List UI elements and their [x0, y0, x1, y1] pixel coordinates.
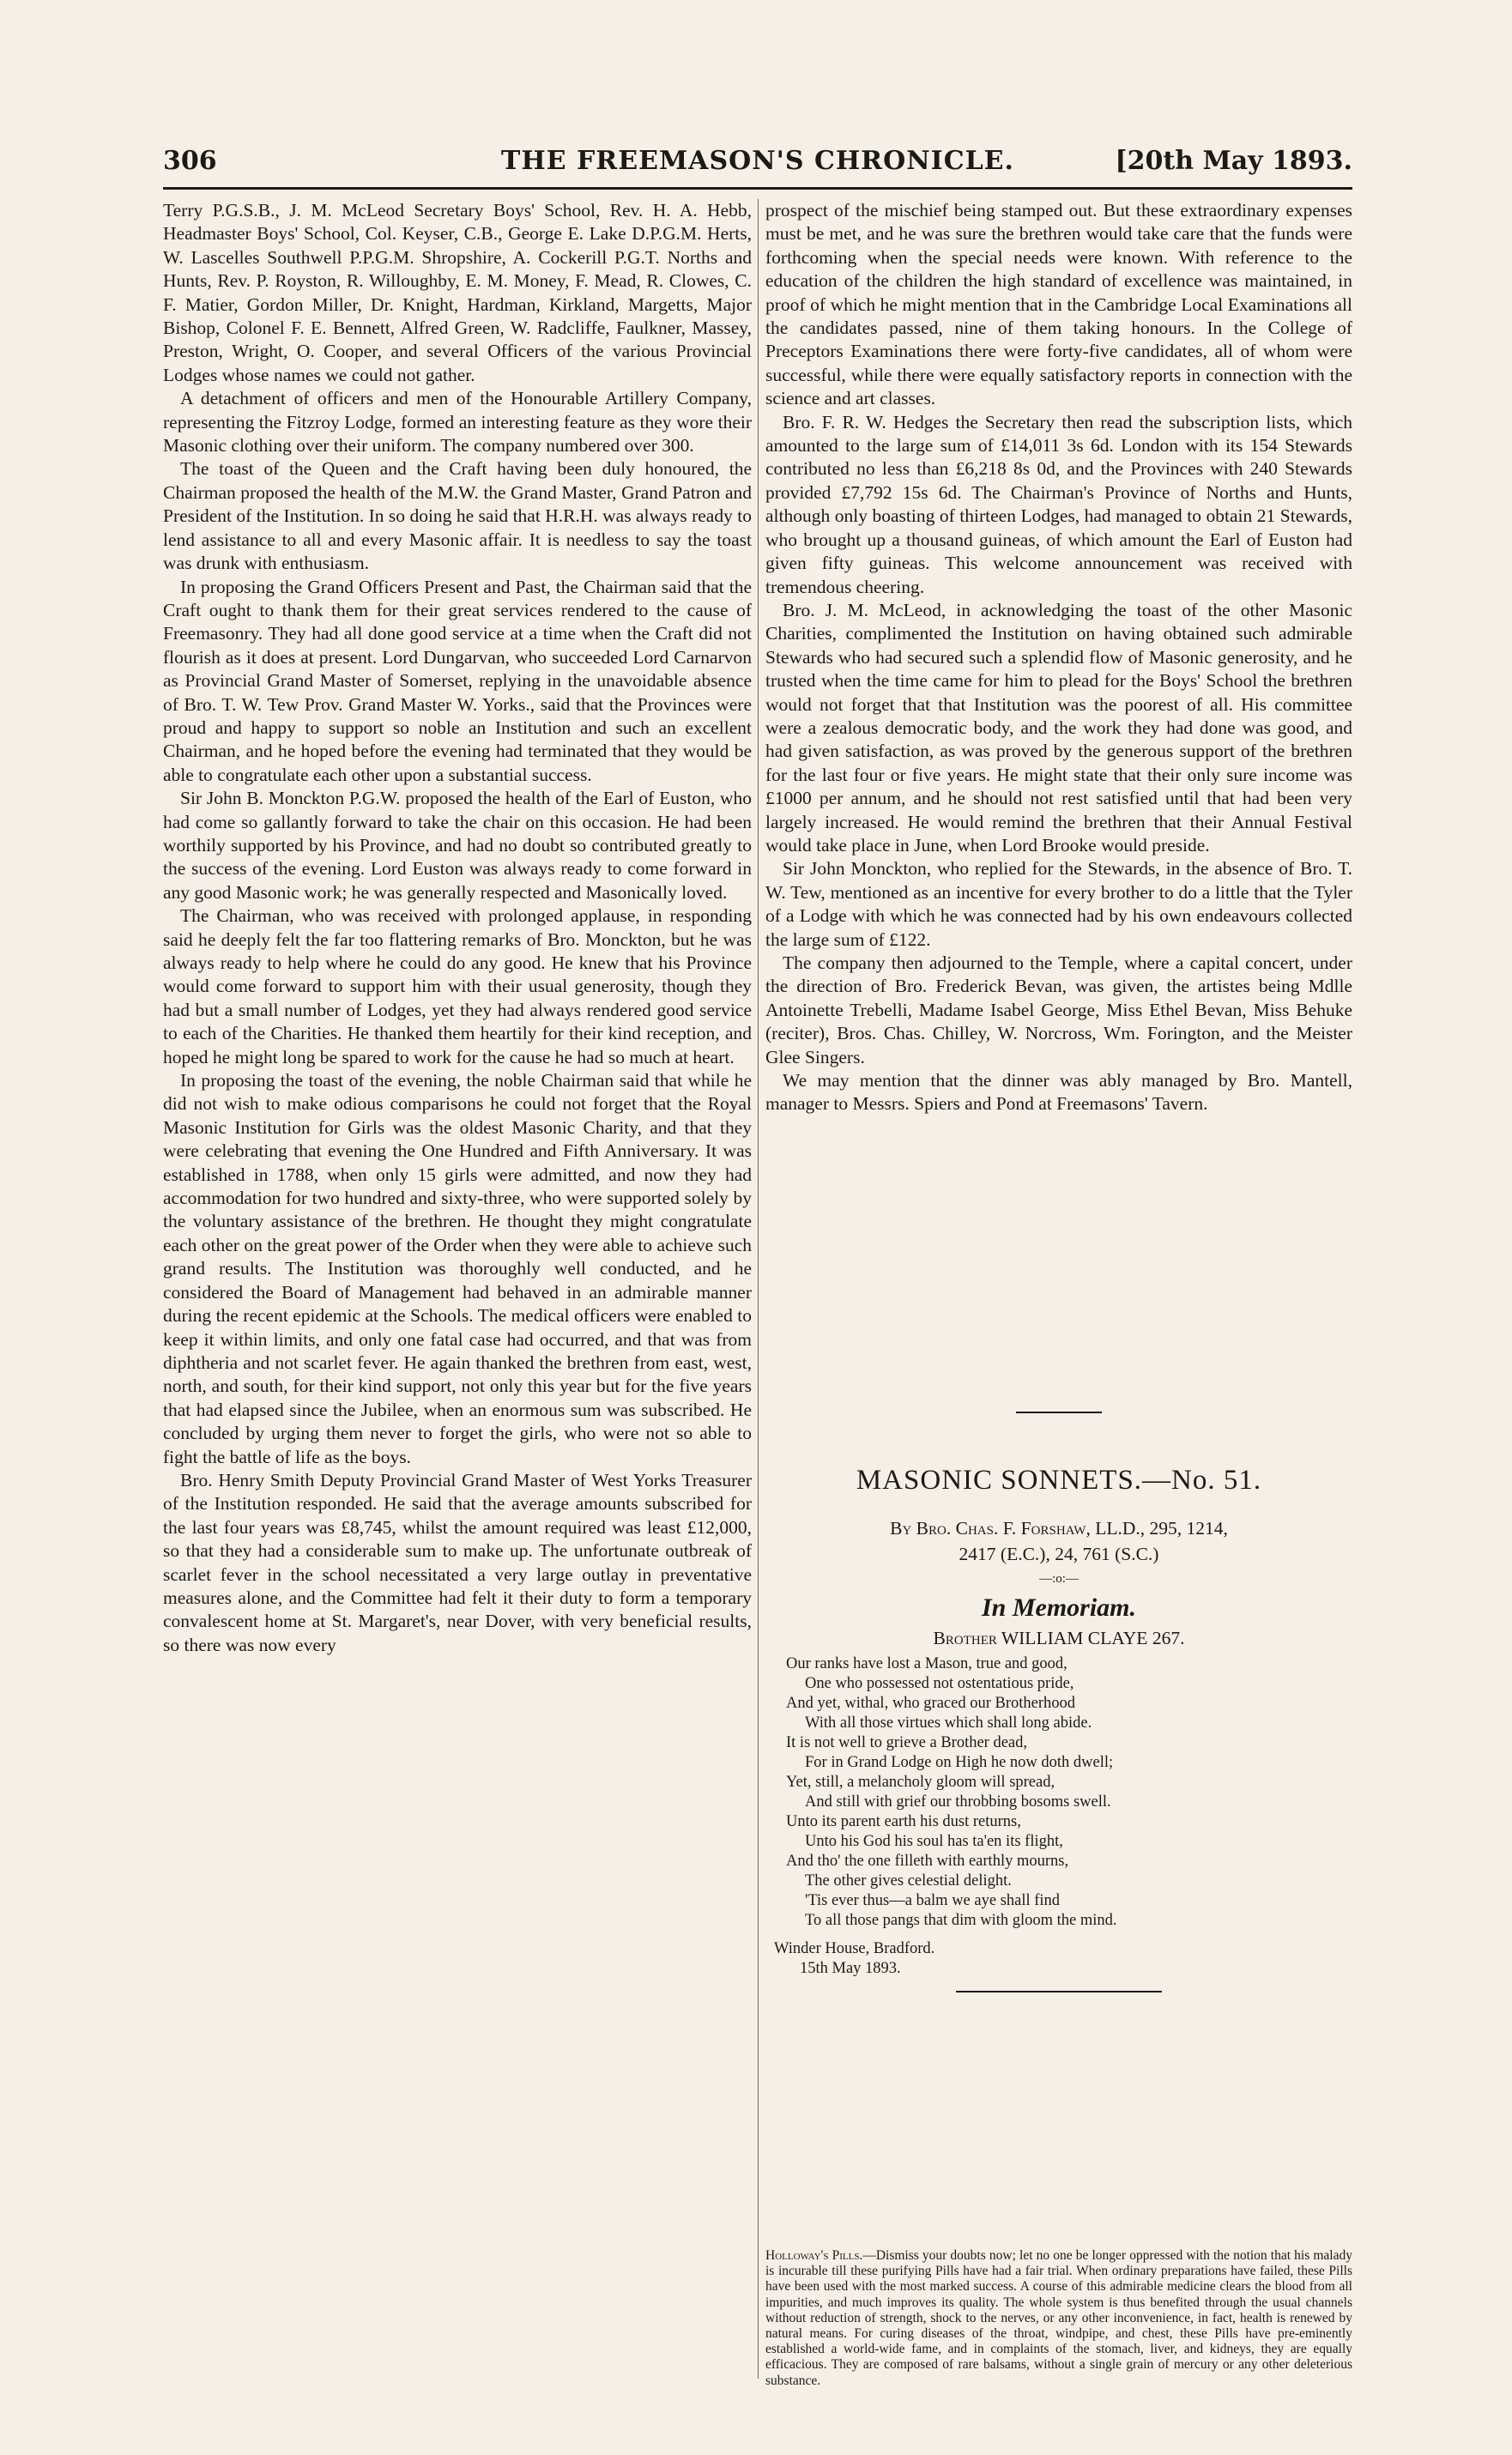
poem-line: Yet, still, a melancholy gloom will spread, — [786, 1774, 1055, 1791]
poem-line: 'Tis ever thus—a balm we aye shall find — [805, 1892, 1061, 1909]
poem-line: And yet, withal, who graced our Brotherhood — [786, 1695, 1076, 1712]
advertisement — [765, 2248, 1352, 2389]
sonnet-section — [765, 1412, 1352, 1992]
paragraph: The toast of the Queen and the Craft having been duly honoured, the Chairman proposed the health of the M.W. the Grand Master, Grand Patron and President of the Institution. In so doing he said that H.R.H. was always ready to lend assistance to all and every Masonic affair. It is needless to say the toast was drunk with enthusiasm. — [163, 458, 752, 574]
paragraph: prospect of the mischief being stamped out. But these extraordinary expenses must be met, and he was sure the brethren would take care that the funds were forthcoming when the special needs were known. With reference to the education of the children the high standard of excellence was maintained, in proof of which he might mention that in the Cambridge Local Examinations all the candidates passed, nine of them taking honours. In the College of Preceptors Examinations there were forty-five candidates, all of whom were successful, while there were equally satisfactory reports in connection with the science and art classes. — [765, 200, 1352, 409]
paragraph: Bro. F. R. W. Hedges the Secretary then read the subscription lists, which amounted to the large sum of £14,011 3s 6d. London with its 154 Stewards contributed no less than £6,218 8s 0d, and the Provinces with 240 Stewards provided £7,792 15s 6d. The Chairman's Province of Norths and Hunts, although only boasting of thirteen Lodges, had managed to obtain 21 Stewards, who brought up a thousand guineas, of which amount the Earl of Euston had given fifty guineas. This welcome announcement was received with tremendous cheering. — [765, 411, 1352, 597]
left-column — [163, 199, 752, 1657]
paragraph: The company then adjourned to the Temple, where a capital concert, under the direction of Bro. Frederick Bevan, was given, the artistes being Mdlle Antoinette Trebelli, Madame Isabel George, Miss Ethel Bevan, Miss Behuke (reciter), Bros. Chas. Chilley, W. Norcross, Wm. Forington, and the Meister Glee Singers. — [765, 952, 1352, 1067]
poem-line: The other gives celestial delight. — [805, 1872, 1012, 1890]
poem-line: Unto his God his soul has ta'en its flight, — [805, 1833, 1063, 1850]
paragraph: In proposing the Grand Officers Present and Past, the Chairman said that the Craft ought to thank them for their great services rendered to the cause of Freemasonry. They had all done good service at a time when the Craft did not flourish as it does at present. Lord Dungarvan, who succeeded Lord Carnarvon as Provincial Grand Master of Somerset, replying in the unavoidable absence of Bro. T. W. Tew Prov. Grand Master W. Yorks., said that the Provinces were proud and happy to support so noble an Institution and such an excellent Chairman, and he hoped before the evening had terminated that they would be able to congratulate each other upon a substantial success. — [163, 576, 752, 785]
publication-title: THE FREEMASON'S CHRONICLE. — [501, 146, 1014, 176]
sonnet-byline — [765, 1515, 1352, 1567]
byline-line-2: 2417 (E.C.), 24, 761 (S.C.) — [959, 1544, 1159, 1564]
ornament-separator: —:o:— — [1039, 1572, 1079, 1586]
paragraph: Bro. J. M. McLeod, in acknowledging the toast of the other Masonic Charities, complimented the Institution on having obtained such admirable Stewards who had secured such a splendid flow of Masonic generosity, and he trusted when the time came for him to plead for the Boys' School the brethren would not forget that that Institution was the poorest of all. His committee were a zealous democratic body, and the work they had done was good, and had given satisfaction, as was proved by the generous support of the brethren for the last four or five years. He might state that their only sure income was £1000 per annum, and he should not rest satisfied until that had been very largely increased. He would remind the brethren that their Annual Festival would take place in June, when Lord Brooke would preside. — [765, 599, 1352, 856]
section-end-rule — [956, 1991, 1162, 1992]
poem-line: Our ranks have lost a Mason, true and good, — [786, 1655, 1067, 1672]
paragraph: Bro. Henry Smith Deputy Provincial Grand Master of West Yorks Treasurer of the Institution responded. He said that the average amounts subscribed for the last four years was £8,745, whilst the amount required was least £12,000, so that they had a considerable sum to make up. The unfortunate outbreak of scarlet fever in the school necessitated a very large outlay in preventative measures alone, and the Committee had felt it their duty to form a temporary convalescent home at St. Margaret's, near Dover, with very beneficial results, so there was now every — [163, 1469, 752, 1655]
advert-text: —Dismiss your doubts now; let no one be longer oppressed with the notion that his malady is incurable till these purifying Pills have had a fair trial. When ordinary preparations have failed, these Pills have been used with the most marked success. A course of this admirable medicine clears the blood from all impurities, and much improves its quality. The whole system is thus benefited through the usual channels without reduction of strength, shock to the nerves, or any other inconvenience, in fact, health is renewed by natural means. For curing diseases of the throat, windpipe, and chest, these Pills have pre-eminently established a world-wide fame, and in complaints of the stomach, liver, and kidneys, they are equally efficacious. They are composed of rare balsams, without a single grain of mercury or any other deleterious substance. — [765, 2248, 1352, 2388]
page-number: 306 — [163, 146, 217, 176]
page-header — [163, 146, 1352, 184]
poem-line: It is not well to grieve a Brother dead, — [786, 1734, 1028, 1751]
right-column — [765, 199, 1352, 1116]
byline-line-1: By Bro. Chas. F. Forshaw, LL.D., 295, 1214, — [890, 1518, 1228, 1539]
poem-line: One who possessed not ostentatious pride, — [805, 1675, 1074, 1692]
sonnet-heading: In Memoriam. — [981, 1593, 1137, 1622]
poem-line: Unto its parent earth his dust returns, — [786, 1813, 1021, 1830]
paragraph: A detachment of officers and men of the Honourable Artillery Company, representing the Fitzroy Lodge, formed an interesting feature as they wore their Masonic clothing over their uniform. The company numbered over 300. — [163, 388, 752, 457]
poem-date: 15th May 1893. — [800, 1960, 901, 1977]
sonnet-subject: Brother WILLIAM CLAYE 267. — [933, 1628, 1185, 1648]
poem-line: And tho' the one filleth with earthly mourns, — [786, 1853, 1069, 1870]
poem-line: To all those pangs that dim with gloom the mind. — [805, 1912, 1117, 1929]
paragraph: In proposing the toast of the evening, the noble Chairman said that while he did not wish to make odious comparisons he could not forget that the Royal Masonic Institution for Girls was the oldest Masonic Charity, and that they were celebrating that evening the One Hundred and Fifth Anniversary. It was established in 1788, when only 15 girls were admitted, and now they had accommodation for two hundred and sixty-three, who were supported solely by the voluntary assistance of the brethren. He thought they might congratulate each other on the great power of the Order when they were able to achieve such grand results. The Institution was thoroughly well conducted, and he considered the Board of Management had behaved in an admirable manner during the recent epidemic at the Schools. The medical officers were enabled to keep it within limits, and only one fatal case had occurred, and that was from diphtheria and not scarlet fever. He again thanked the brethren from east, west, north, and south, for their kind support, not only this year but for the five years that had elapsed since the Jubilee, when an enormous sum was subscribed. He concluded by urging them never to forget the girls, who were not so able to fight the battle of life as the boys. — [163, 1070, 752, 1467]
paragraph: Sir John Monckton, who replied for the Stewards, in the absence of Bro. T. W. Tew, mentioned as an incentive for every brother to do a little that the Tyler of a Lodge with which he was connected had by his own endeavours collected the large sum of £122. — [765, 858, 1352, 950]
poem-place: Winder House, Bradford. — [774, 1940, 935, 1957]
advert-heading: Holloway's Pills. — [765, 2248, 863, 2263]
poem-line: And still with grief our throbbing bosoms swell. — [805, 1793, 1111, 1811]
poem-body — [765, 1654, 1352, 1931]
sonnet-title: MASONIC SONNETS.—No. 51. — [856, 1465, 1262, 1496]
paragraph: Terry P.G.S.B., J. M. McLeod Secretary Boys' School, Rev. H. A. Hebb, Headmaster Boys' School, Col. Keyser, C.B., George E. Lake D.P.G.M. Herts, W. Lascelles Southwell P.P.G.M. Shropshire, A. Cockerill P.G.T. Norths and Hunts, Rev. P. Royston, R. Willoughby, E. M. Money, F. Mead, R. Clowes, C. F. Matier, Gordon Miller, Dr. Knight, Hardman, Kirkland, Margetts, Major Bishop, Colonel F. E. Bennett, Alfred Green, W. Radcliffe, Faulkner, Massey, Preston, Wright, O. Cooper, and several Officers of the various Provincial Lodges whose names we could not gather. — [163, 200, 752, 385]
section-rule — [1016, 1412, 1102, 1413]
paragraph: We may mention that the dinner was ably managed by Bro. Mantell, manager to Messrs. Spiers and Pond at Freemasons' Tavern. — [765, 1070, 1352, 1115]
issue-date: [20th May 1893. — [1115, 146, 1352, 176]
poem-line: For in Grand Lodge on High he now doth dwell; — [805, 1754, 1114, 1771]
paragraph: Sir John B. Monckton P.G.W. proposed the health of the Earl of Euston, who had come so gallantly forward to take the chair on this occasion. He had been worthily supported by his Province, and had no doubt so contributed greatly to the success of the evening. Lord Euston was always ready to come forward in any good Masonic work; he was generally respected and Masonically loved. — [163, 788, 752, 903]
poem-line: With all those virtues which shall long abide. — [805, 1714, 1092, 1732]
header-rule — [163, 187, 1352, 190]
paragraph: The Chairman, who was received with prolonged applause, in responding said he deeply felt the far too flattering remarks of Bro. Monckton, but he was always ready to help where he could do any good. He knew that his Province would come forward to support him with their usual generosity, though they had but a small number of Lodges, yet they had always rendered good service to each of the Charities. He thanked them heartily for their kind reception, and hoped he might long be spared to work for the cause he had so much at heart. — [163, 905, 752, 1067]
column-divider — [758, 199, 759, 2379]
